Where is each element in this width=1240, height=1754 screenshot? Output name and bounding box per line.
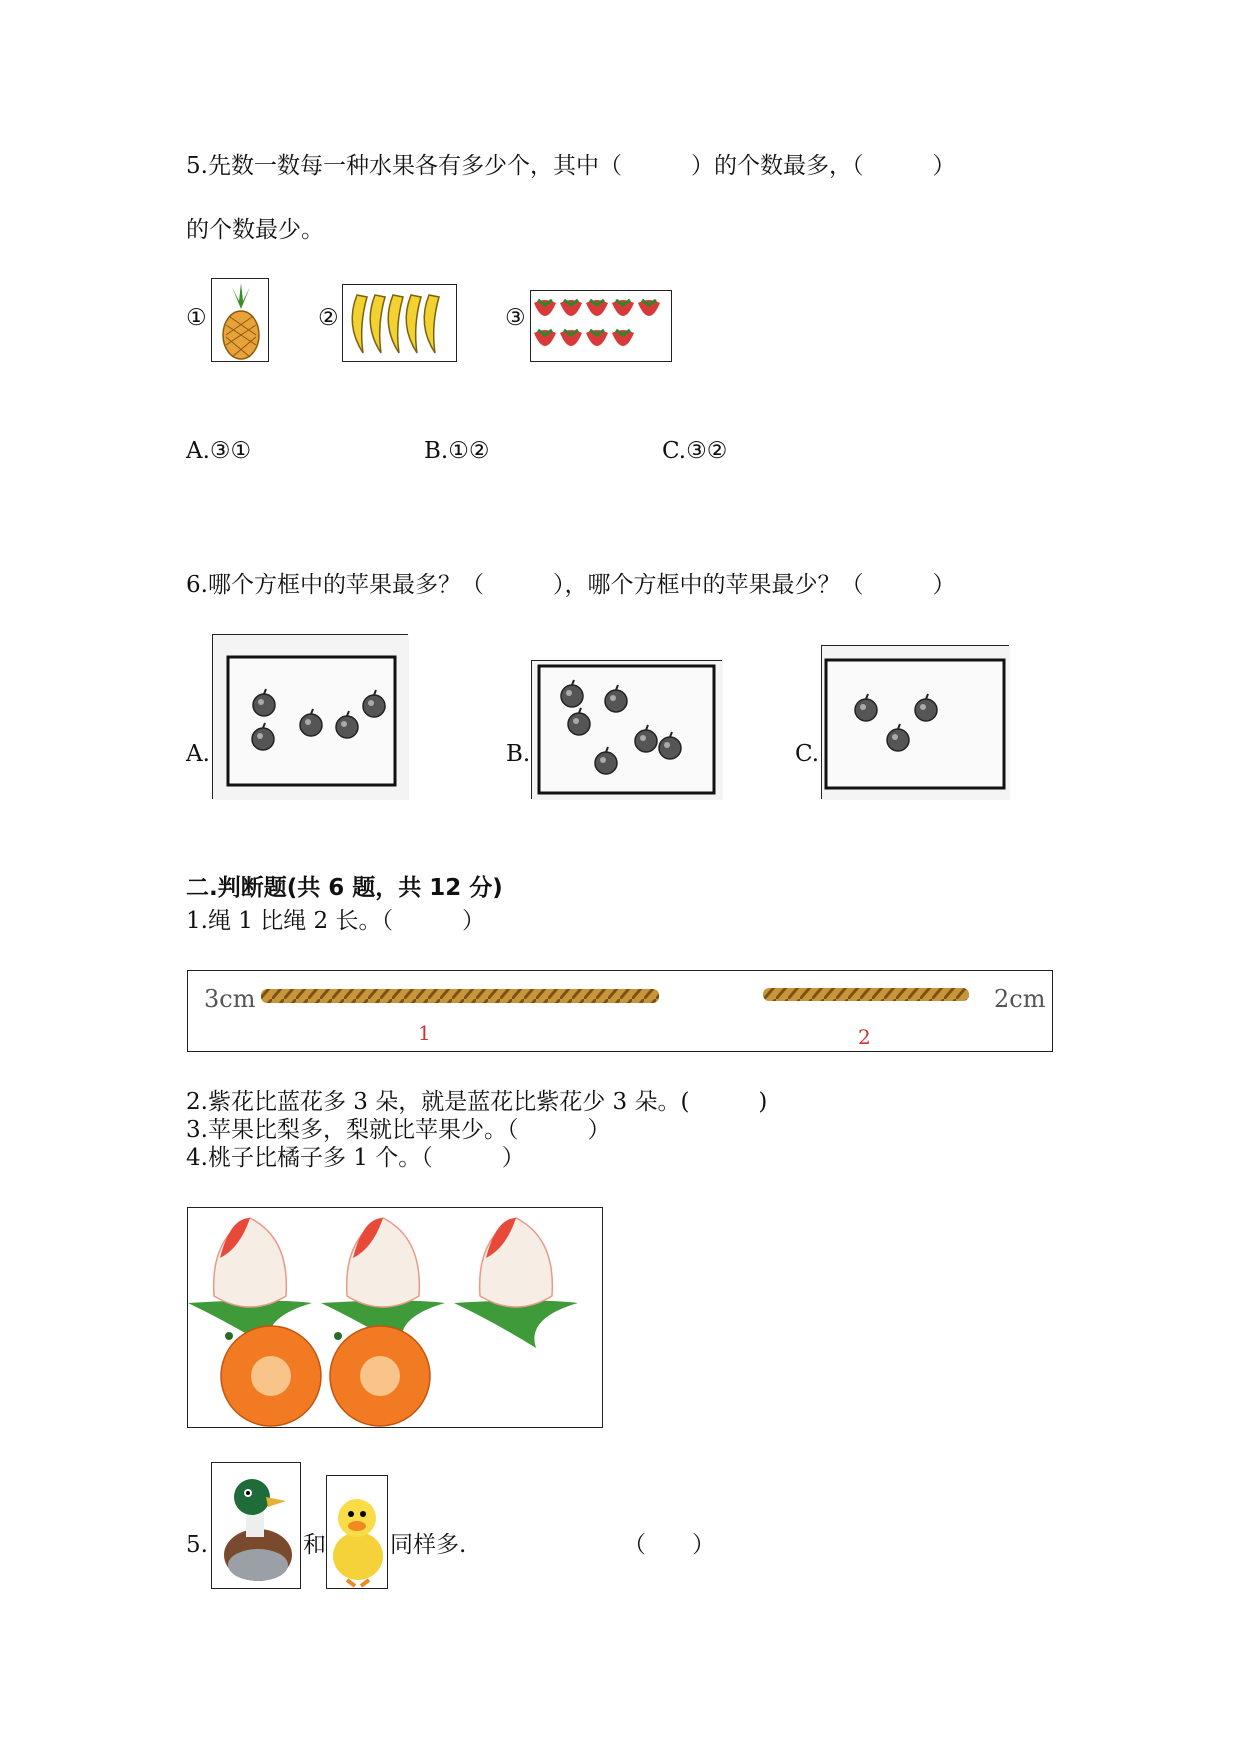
q6-label-a[interactable]: A.	[186, 741, 210, 767]
q5-option-b[interactable]: B.①②	[424, 438, 490, 464]
judge-q5-number: 5.	[186, 1532, 208, 1558]
q6-text: 6.哪个方框中的苹果最多？（ ），哪个方框中的苹果最少？（ ）	[186, 572, 956, 598]
peach	[188, 1218, 312, 1348]
strawberry	[638, 300, 660, 316]
q6-label-b[interactable]: B.	[506, 741, 531, 767]
q5-label-2: ②	[318, 305, 339, 331]
strawberry	[534, 300, 556, 316]
ropes-image	[187, 970, 1053, 1052]
apple-box-b[interactable]	[531, 660, 722, 799]
q5-label-3: ③	[505, 305, 526, 331]
judge-q5-answer-paren[interactable]: （ ）	[623, 1532, 715, 1558]
banana	[388, 295, 403, 353]
rope-1-length: 3cm	[204, 985, 256, 1013]
bananas-image	[342, 284, 457, 362]
strawberry	[612, 330, 634, 346]
judge-q4: 4.桃子比橘子多 1 个。（ ）	[186, 1145, 525, 1171]
banana	[370, 295, 385, 353]
duckling-image	[326, 1475, 388, 1589]
rope-2-length: 2cm	[994, 985, 1046, 1013]
banana	[352, 295, 367, 353]
judge-q2: 2.紫花比蓝花多 3 朵，就是蓝花比紫花少 3 朵。( )	[186, 1089, 768, 1115]
banana	[406, 295, 421, 353]
strawberries-image	[530, 290, 672, 362]
strawberry	[612, 300, 634, 316]
strawberry	[560, 330, 582, 346]
q5-text-line2: 的个数最少。	[186, 217, 324, 243]
q6-label-c[interactable]: C.	[795, 741, 820, 767]
rope-1	[261, 989, 659, 1003]
orange	[221, 1326, 321, 1426]
strawberry	[586, 330, 608, 346]
orange	[330, 1326, 430, 1426]
judge-q5-tail: 同样多.	[390, 1532, 467, 1558]
apple-box-a[interactable]	[212, 634, 408, 799]
rope-2	[763, 988, 969, 1001]
judge-q1: 1.绳 1 比绳 2 长。（ ）	[186, 908, 485, 934]
q5-option-c[interactable]: C.③②	[662, 438, 728, 464]
banana	[424, 295, 439, 353]
strawberry	[586, 300, 608, 316]
q5-text-line1: 5.先数一数每一种水果各有多少个，其中（ ）的个数最多，（ ）	[186, 153, 956, 179]
rope-1-number: 1	[418, 1021, 431, 1045]
strawberry	[534, 330, 556, 346]
q5-label-1: ①	[186, 305, 207, 331]
pineapple-image	[211, 278, 269, 362]
q5-option-a[interactable]: A.③①	[186, 438, 252, 464]
peach	[454, 1218, 578, 1348]
peaches-oranges-image	[187, 1207, 603, 1428]
strawberry	[560, 300, 582, 316]
mallard-duck-image	[211, 1462, 301, 1589]
section-2-title: 二.判断题(共 6 题，共 12 分)	[186, 875, 503, 901]
judge-q5-and: 和	[303, 1532, 326, 1558]
apple-box-c[interactable]	[821, 645, 1009, 799]
judge-q3: 3.苹果比梨多，梨就比苹果少。（ ）	[186, 1117, 611, 1143]
rope-2-number: 2	[858, 1025, 871, 1049]
